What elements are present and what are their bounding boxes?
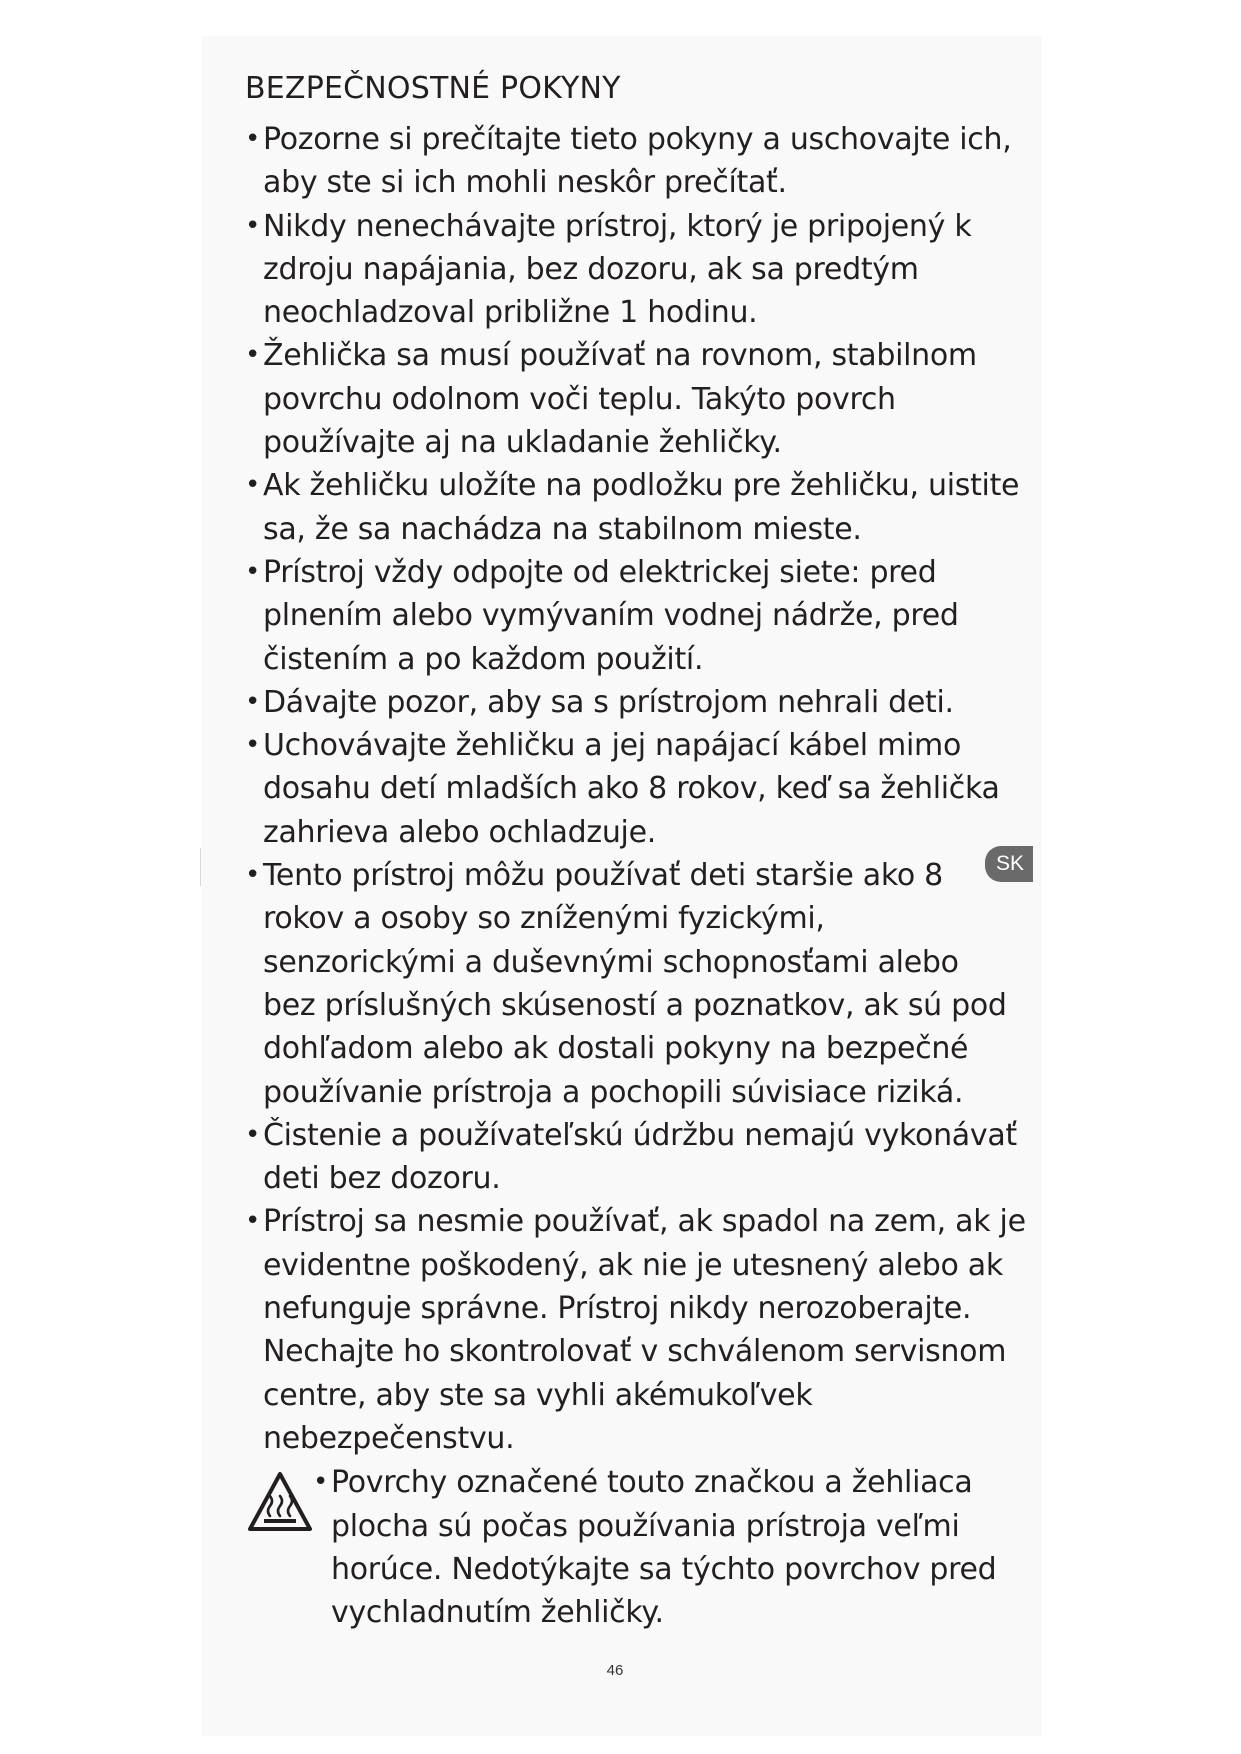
list-item	[245, 1114, 1035, 1201]
bullet: •	[245, 124, 261, 154]
text-line: dosahu detí mladších ako 8 rokov, keď sa žehlička	[263, 771, 1000, 807]
text-line: bez príslušných skúseností a poznatkov, ak sú pod	[263, 987, 1007, 1023]
page-number: 46	[606, 1662, 624, 1679]
text-line: evidentne poškodený, ak nie je utesnený alebo ak	[263, 1247, 1003, 1283]
text-line: Čistenie a používateľskú údržbu nemajú vykonávať	[263, 1117, 1017, 1153]
text-line: nebezpečenstvu.	[263, 1420, 515, 1456]
text-line: dohľadom alebo ak dostali pokyny na bezpečné	[263, 1031, 969, 1067]
language-tab: SK	[985, 846, 1033, 882]
text-line: nefunguje správne. Prístroj nikdy nerozoberajte.	[263, 1291, 972, 1327]
list-item	[245, 205, 1035, 335]
list-item	[245, 724, 1035, 854]
warning-text	[313, 1461, 1035, 1634]
text-line: používanie prístroja a pochopili súvisiace riziká.	[263, 1074, 964, 1110]
list-item	[245, 334, 1035, 464]
bullet: •	[245, 470, 261, 501]
list-item	[245, 551, 1035, 681]
text-line: Nechajte ho skontrolovať v schválenom servisnom	[263, 1334, 1007, 1370]
text-line: Ak žehličku uložíte na podložku pre žehličku, uistite	[263, 468, 1020, 504]
bullet: •	[245, 556, 261, 587]
text-line: Uchovávajte žehličku a jej napájací kábel mimo	[263, 728, 961, 764]
bullet: •	[313, 1467, 329, 1498]
text-line: vychladnutím žehličky.	[331, 1595, 664, 1631]
text-line: Nikdy nenechávajte prístroj, ktorý je pripojený k	[263, 208, 972, 244]
text-line: Dávajte pozor, aby sa s prístrojom nehrali deti.	[263, 684, 954, 720]
bullet: •	[245, 730, 261, 761]
bullet: •	[245, 1206, 261, 1237]
text-line: neochladzoval približne 1 hodinu.	[263, 295, 758, 331]
text-line: Pozorne si prečítajte tieto pokyny a uschovajte ich,	[263, 122, 1012, 157]
text-line: plnením alebo vymývaním vodnej nádrže, pred	[263, 598, 959, 634]
text-line: senzorickými a duševnými schopnosťami alebo	[263, 944, 959, 980]
text-line: Žehlička sa musí používať na rovnom, stabilnom	[263, 338, 977, 374]
text-line: Prístroj vždy odpojte od elektrickej siete: pred	[263, 554, 937, 590]
bullet: •	[245, 686, 261, 717]
bullet: •	[245, 210, 261, 241]
text-line: zdroju napájania, bez dozoru, ak sa predtým	[263, 251, 919, 287]
hot-surface-icon	[247, 1471, 313, 1533]
text-line: zahrieva alebo ochladzuje.	[263, 814, 656, 850]
bullet: •	[245, 1119, 261, 1150]
section-heading: BEZPEČNOSTNÉ POKYNY	[245, 71, 621, 106]
list-item	[245, 464, 1035, 551]
text-line: aby ste si ich mohli neskôr prečítať.	[263, 165, 787, 201]
bullet: •	[245, 860, 261, 891]
text-line: horúce. Nedotýkajte sa týchto povrchov pred	[331, 1551, 997, 1587]
bullet: •	[245, 340, 261, 371]
instruction-list	[245, 118, 1035, 1460]
text-line: centre, aby ste sa vyhli akémukoľvek	[263, 1377, 813, 1413]
hot-surface-warning	[245, 1461, 1035, 1634]
text-line: Prístroj sa nesmie používať, ak spadol na zem, ak je	[263, 1204, 1026, 1240]
list-item	[245, 1200, 1035, 1460]
text-line: používajte aj na ukladanie žehličky.	[263, 425, 782, 461]
text-line: rokov a osoby so zníženými fyzickými,	[263, 901, 825, 937]
text-line: plocha sú počas používania prístroja veľmi	[331, 1508, 960, 1544]
text-line: Tento prístroj môžu používať deti staršie ako 8	[263, 858, 943, 894]
text-line: Povrchy označené touto značkou a žehliaca	[331, 1465, 973, 1501]
list-item	[245, 118, 1035, 205]
text-line: čistením a po každom použití.	[263, 641, 704, 677]
list-item	[245, 854, 1035, 1114]
text-line: deti bez dozoru.	[263, 1161, 501, 1197]
margin-mark	[200, 848, 201, 886]
text-line: povrchu odolnom voči teplu. Takýto povrch	[263, 381, 896, 417]
text-line: sa, že sa nachádza na stabilnom mieste.	[263, 511, 862, 547]
safety-instructions	[245, 60, 1035, 1634]
list-item	[245, 681, 1035, 724]
